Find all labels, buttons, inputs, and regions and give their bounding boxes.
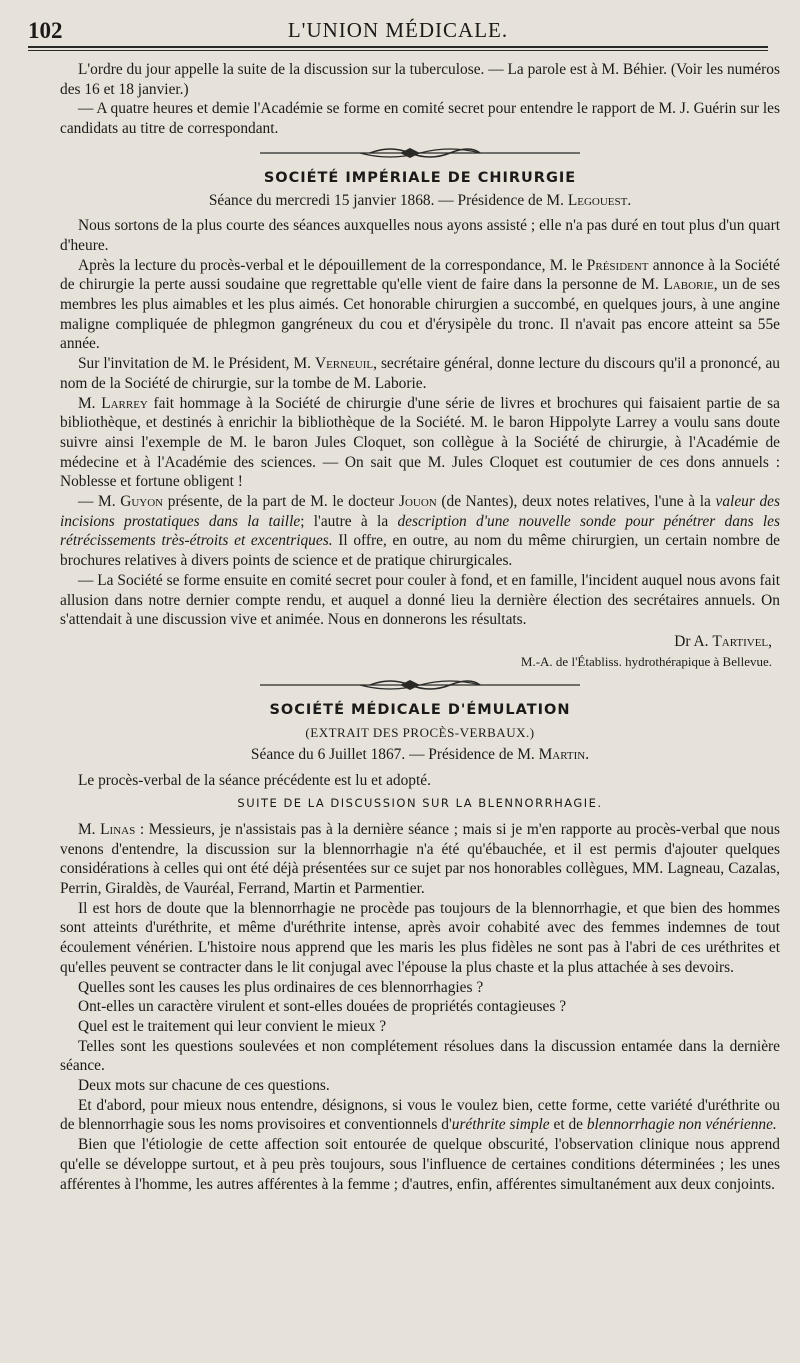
text-run: M. [78, 394, 96, 412]
name-run: Linas [100, 820, 136, 838]
intro-paragraph: — A quatre heures et demie l'Académie se forme en comité secret pour entendre le rapport de M. J. Guérin sur les candidats au titre de correspondant. [60, 100, 780, 138]
text-run: annonce à la Société de chirurgie la perte aussi soudaine que regrettable qu'elle vient de faire dans la personne de M. [60, 256, 780, 294]
name-run: Larrey [101, 394, 148, 412]
article-paragraph: Nous sortons de la plus courte des séances auxquelles nous ayons assisté ; elle n'a pas duré en tout plus d'un quart d'heure. [60, 217, 780, 254]
text-run: , secrétaire général, donne lecture du discours qu'il a prononcé, au nom de la Société de chirurgie, sur la tombe de M. Laborie. [60, 355, 780, 392]
text-run: Et d'abord, pour mieux nous entendre, désignons, si vous le voulez bien, cette forme, cette variété d'uréthrite ou de blennorrhagie sous les noms provisoires et conventionnels d' [60, 1096, 780, 1134]
header-rule [28, 46, 768, 48]
text-run: et de [553, 1116, 583, 1134]
name-run: Verneuil [314, 355, 374, 373]
page-number: 102 [28, 18, 63, 43]
text-run: Après la lecture du procès-verbal et le dépouillement de la correspondance, M. le [78, 256, 583, 274]
name-run: Président [586, 256, 649, 274]
section-title-emulation: SOCIÉTÉ MÉDICALE D'ÉMULATION [269, 702, 571, 719]
article-paragraph: Telles sont les questions soulevées et non complétement résolues dans la discussion entamée dans la dernière séance. [60, 1037, 780, 1075]
text-run: fait hommage à la Société de chirurgie d'une série de livres et brochures qui faisaient partie de sa bibliothèque, et destinés à enrichir la bibliothèque de la Société. M. le baron Hippolyte Larrey a voulu sans doute suivre ainsi l'exemple de M. le baron Jules Cloquet, son collègue à la Société de chirurgie, à l'Académie de médecine et à l'Académie des sciences. — On sait que M. Jules Cloquet est coutumier de ces dons annuels : Noblesse et fortune obligent ! [60, 394, 780, 491]
question-line: Ont-elles un caractère virulent et sont-elles douées de propriétés contagieuses ? [78, 998, 567, 1016]
text-run: : Messieurs, je n'assistais pas à la dernière séance ; mais si je m'en rapporte au procès-verbal que nous venons d'entendre, la discussion sur la blennorrhagie n'a été qu'ébauchée, et il est permis d'ajouter quelques considérations à celles qui ont été déjà présentées sur ce sujet par nos honorables collègues, MM. Lagneau, Cazalas, Perrin, Giraldès, de Vauréal, Ferrand, Martin et Parmentier. [60, 820, 780, 898]
seance-text: Séance du mercredi 15 janvier 1868. — Présidence de M. [208, 191, 564, 209]
page-header [28, 14, 768, 48]
text-run: présente, de la part de M. le docteur [167, 493, 395, 511]
section-title-chirurgie: SOCIÉTÉ IMPÉRIALE DE CHIRURGIE [263, 169, 577, 186]
question-line: Quelles sont les causes les plus ordinaires de ces blennorrhagies ? [78, 978, 484, 996]
article-paragraph [60, 354, 780, 393]
article-paragraph: Bien que l'étiologie de cette affection soit entourée de quelque obscurité, l'observation clinique nous apprend qu'elle se développe surtout, et à peu près toujours, sous l'influence de certaines conditions déterminées ; les unes afférentes à l'homme, les autres afférentes à la femme ; d'autres, enfin, afférentes simultanément aux deux conjoints. [60, 1136, 780, 1193]
journal-title: L'UNION MÉDICALE. [287, 18, 509, 42]
text-run: M. [78, 820, 96, 838]
header-rule-thin [28, 50, 768, 51]
section-divider-ornament [260, 145, 580, 161]
discussion-subtitle: SUITE DE LA DISCUSSION SUR LA BLENNORRHAGIE. [237, 796, 603, 811]
text-run: — M. [78, 493, 116, 511]
name-run: Jouon [398, 493, 437, 511]
text-run: ; l'autre à la [300, 512, 389, 530]
article-paragraph [60, 394, 780, 493]
article-paragraph [60, 820, 780, 899]
italic-run: valeur des incisions prostatiques dans la taille [60, 493, 780, 530]
text-run: Il offre, en outre, au nom du même chirurgien, un certain nombre de brochures relatives à divers points de science et de pratique chirurgicales. [60, 532, 780, 570]
intro-paragraph: L'ordre du jour appelle la suite de la discussion sur la tuberculose. — La parole est à M. Béhier. (Voir les numéros des 16 et 18 janvier.) [60, 61, 780, 98]
signature-line [60, 632, 772, 652]
text-run: (de Nantes), deux notes relatives, l'une à la [441, 493, 711, 511]
article-paragraph [60, 1096, 780, 1135]
name-run: Guyon [120, 493, 164, 511]
name-run: Laborie [663, 276, 714, 294]
signature-title: M.-A. de l'Établiss. hydrothérapique à Bellevue. [520, 653, 772, 669]
seance-line [60, 191, 780, 211]
article-paragraph: — La Société se forme ensuite en comité secret pour couler à fond, et en famille, l'incident auquel nous avons fait allusion dans notre dernier compte rendu, et auquel a donné lieu la dernière élection des secrétaires annuels. On s'attendait à une discussion vive et animée. Nous en donnerons les résultats. [60, 571, 780, 629]
italic-run: description d'une nouvelle sonde pour pénétrer dans les rétrécissements très-étroits et excentriques. [60, 512, 780, 550]
signature-name: Tartivel, [712, 632, 772, 650]
extract-note: (EXTRAIT DES PROCÈS-VERBAUX.) [305, 725, 535, 741]
text-run: , un de ses membres les plus aimables et les plus aimés. Cet honorable chirurgien a succombé, en quelques jours, à une angine maligne compliquée de phlegmon gangréneux du cou et d'érysipèle du tronc. Il n'avait pas encore atteint sa 55e année. [60, 276, 780, 353]
section-divider-ornament [260, 677, 580, 693]
italic-run: uréthrite simple [451, 1116, 550, 1134]
article-paragraph: Deux mots sur chacune de ces questions. [78, 1077, 330, 1095]
seance-line [60, 745, 780, 765]
article-paragraph [60, 492, 780, 571]
italic-run: blennorrhagie non vénérienne. [586, 1116, 777, 1134]
article-paragraph: Le procès-verbal de la séance précédente est lu et adopté. [78, 771, 431, 789]
question-line: Quel est le traitement qui leur convient le mieux ? [78, 1017, 387, 1035]
article-paragraph [60, 256, 780, 355]
article-paragraph: Il est hors de doute que la blennorrhagie ne procède pas toujours de la blennorrhagie, et que bien des hommes sont atteints d'uréthrite, et même d'uréthrite intense, après avoir cohabité avec des femmes indemnes de tout écoulement vénérien. L'histoire nous apprend que les maris les plus fidèles ne sont pas à l'abri de ces uréthrites et qu'elles peuvent se contracter dans le lit conjugal avec l'épouse la plus chaste et la plus attachée à ses devoirs. [60, 899, 780, 976]
president-name: Legouest. [567, 191, 632, 209]
signature-prefix: Dr A. [674, 632, 709, 650]
seance-text: Séance du 6 Juillet 1867. — Présidence de M. [250, 745, 535, 763]
text-run: Sur l'invitation de M. le Président, M. [78, 355, 311, 373]
president-name: Martin. [538, 745, 590, 763]
page-body [60, 60, 780, 1194]
